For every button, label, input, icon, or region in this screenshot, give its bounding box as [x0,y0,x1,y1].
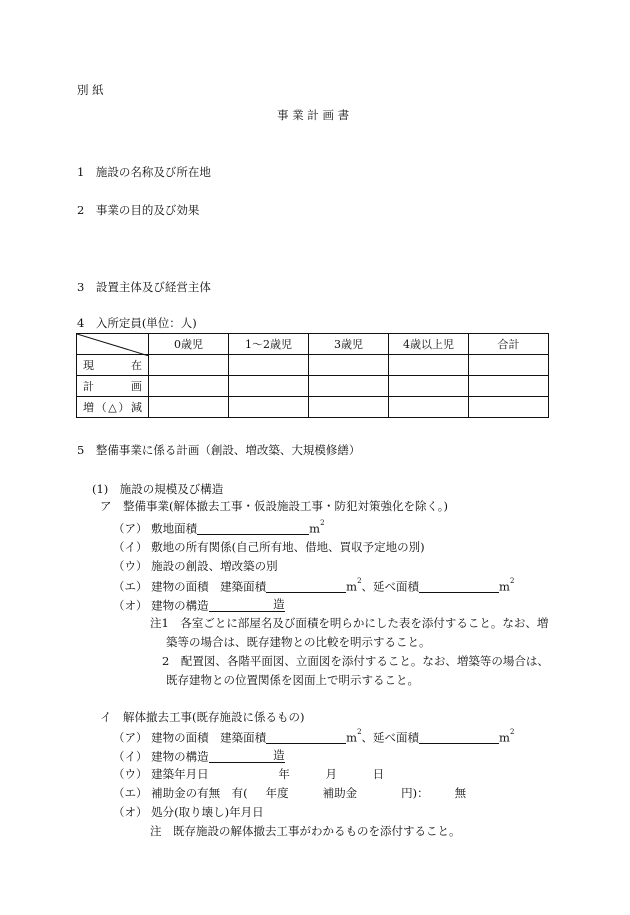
table-cell [469,355,549,376]
subsection-1: (1) 施設の規模及び構造 [92,482,224,496]
item-a4: （エ） 建物の面積 建築面積 $m^2$、延べ面積 $m^2$ [113,577,515,594]
table-cell [469,397,549,418]
item-a1: （ア） 敷地面積 $m^2$ [113,519,325,536]
table-cell [229,376,309,397]
table-cell [149,376,229,397]
note-b: 注 既存施設の解体撤去工事がわかるものを添付すること。 [150,824,461,838]
table-row [77,376,549,397]
section-4: 4 入所定員(単位：人) [77,316,197,330]
section-3: 3 設置主体及び経営主体 [77,280,211,294]
item-b2: （イ） 建物の構造 造 [113,748,285,764]
table-cell [389,376,469,397]
table-cell [309,376,389,397]
table-cell [149,397,229,418]
table-cell [309,355,389,376]
section-5: 5 整備事業に係る計画（創設、増改築、大規模修繕） [77,443,361,457]
table-cell [469,376,549,397]
column-header: 3歳児 [309,334,389,355]
note-2-line2: 既存建物との位置関係を図面上で明示すること。 [166,673,419,687]
table-row [77,355,549,376]
column-header: 4歳以上児 [389,334,469,355]
capacity-table [76,333,549,418]
table-cell [149,355,229,376]
table-cell [309,397,389,418]
column-header: 合計 [469,334,549,355]
item-b4: （エ） 補助金の有無 有( 年度 補助金 円)： 無 [113,786,467,800]
table-header-row [77,334,549,355]
item-b-title: イ 解体撤去工事(既存施設に係るもの) [100,710,305,724]
table-cell [389,397,469,418]
section-1: 1 施設の名称及び所在地 [77,165,211,179]
section-2: 2 事業の目的及び効果 [77,203,200,217]
table-row [77,397,549,418]
annex-label: 別 紙 [77,83,104,97]
table-corner-cell [77,334,149,355]
column-header: 1～2歳児 [229,334,309,355]
item-a-title: ア 整備事業(解体撤去工事・仮設施設工事・防犯対策強化を除く。) [100,499,448,513]
row-header: 計 画 [77,376,149,397]
item-b5: （オ） 処分(取り壊し)年月日 [113,805,264,819]
column-header: 0歳児 [149,334,229,355]
document-title: 事 業 計 画 書 [277,108,350,122]
note-1-line1: 注1 各室ごとに部屋名及び面積を明らかにした表を添付すること。なお、増 [150,616,549,630]
item-a2: （イ） 敷地の所有関係(自己所有地、借地、買収予定地の別) [113,540,425,554]
note-1-line2: 築等の場合は、既存建物との比較を明示すること。 [166,635,431,649]
note-2-line1: 2 配置図、各階平面図、立面図を添付すること。なお、増築等の場合は、 [162,654,549,668]
item-b3: （ウ） 建築年月日 年 月 日 [113,767,385,781]
item-a3: （ウ） 施設の創設、増改築の別 [113,559,278,573]
item-a5: （オ） 建物の構造 造 [113,597,285,613]
table-cell [229,397,309,418]
table-cell [389,355,469,376]
item-b1: （ア） 建物の面積 建築面積 $m^2$、延べ面積 $m^2$ [113,728,515,745]
table-cell [229,355,309,376]
row-header: 増（△）減 [77,397,149,418]
row-header: 現 在 [77,355,149,376]
